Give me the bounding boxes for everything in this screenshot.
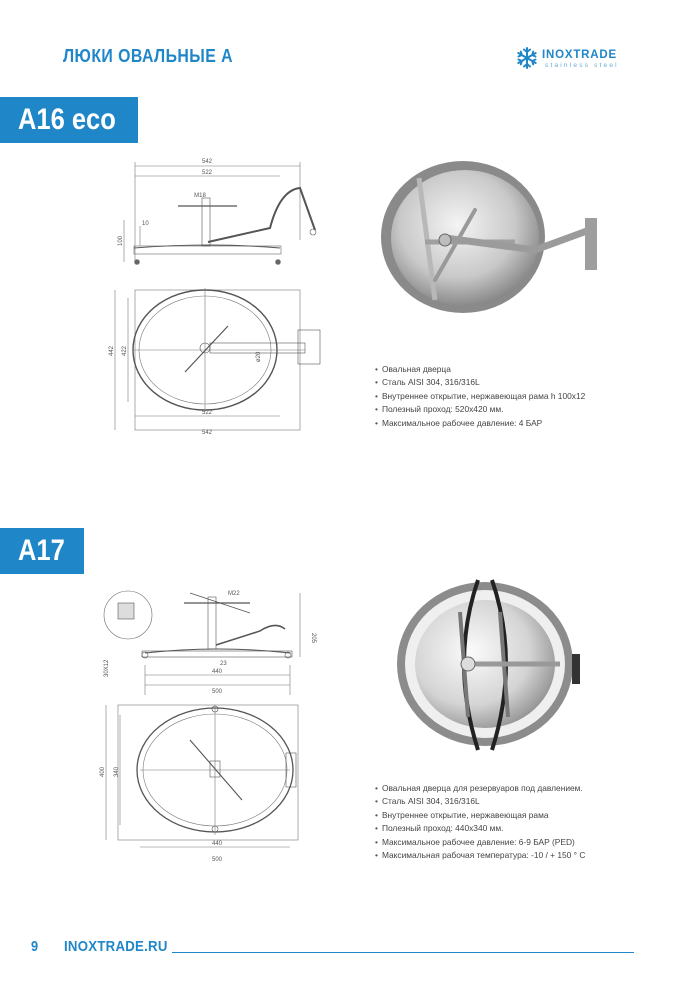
model-badge-a16 [0, 97, 138, 143]
brand-logo [515, 46, 640, 72]
spec-item: • Полезный проход: 520х420 мм. [375, 403, 585, 416]
page-title: ЛЮКИ ОВАЛЬНЫЕ А [63, 46, 233, 66]
spec-item: • Сталь AISI 304, 316/316L [375, 795, 585, 808]
technical-drawing-a17 [100, 585, 330, 870]
snowflake-logo-icon [515, 46, 539, 70]
dim-plan-outer-h: 400 [100, 766, 106, 777]
dim-plan-inner-h: 340 [114, 766, 120, 777]
dim-plan-height: 442 [109, 345, 115, 356]
dim-height: 205 [310, 633, 316, 644]
spec-item: • Максимальное рабочее давление: 6-9 БАР (PED) [375, 836, 585, 849]
technical-drawing-a16 [110, 150, 340, 440]
dim-plan-outer-w: 542 [201, 430, 213, 436]
model-name: A16 eco [18, 103, 116, 136]
spec-item: • Внутреннее открытие, нержавеющая рама h 100х12 [375, 390, 585, 403]
product-photo-a16 [375, 150, 610, 325]
dim-frame: 30X12 [104, 659, 110, 677]
dim-height: 100 [118, 235, 124, 246]
footer-divider [172, 952, 634, 953]
dim-frame-h: 10 [142, 221, 149, 227]
spec-item: • Сталь AISI 304, 316/316L [375, 376, 585, 389]
spec-item: • Внутреннее открытие, нержавеющая рама [375, 809, 585, 822]
dim-plan-inner-w: 522 [201, 410, 213, 416]
spec-item: • Полезный проход: 440х340 мм. [375, 822, 585, 835]
dim-plan-inner-h: 422 [122, 345, 128, 356]
product-photo-a17 [390, 572, 590, 757]
dim-thread: M22 [228, 591, 240, 597]
spec-list-a17 [375, 782, 585, 862]
model-name: A17 [18, 534, 65, 567]
spec-item: • Овальная дверца для резервуаров под давлением. [375, 782, 585, 795]
dim-gap: 23 [220, 661, 227, 667]
dim-top-inner: 522 [201, 170, 213, 176]
dim-thread: M18 [194, 193, 206, 199]
dim-top-outer: 542 [201, 159, 213, 165]
spec-item: • Максимальная рабочая температура: -10 / + 150 ° С [375, 849, 585, 862]
footer-website-link[interactable]: INOXTRADE.RU [64, 938, 168, 955]
dim-plan-inner-w: 440 [211, 841, 223, 847]
dim-outer-width: 500 [211, 689, 223, 695]
brand-tagline: stainless steel [545, 62, 619, 69]
spec-item: • Овальная дверца [375, 363, 585, 376]
brand-name: INOXTRADE [542, 49, 617, 61]
dim-inner-width: 440 [211, 669, 223, 675]
dim-plan-outer-w: 500 [211, 857, 223, 863]
dim-diameter: ø20 [256, 351, 262, 362]
page-number: 9 [31, 938, 39, 955]
spec-list-a16 [375, 363, 585, 430]
model-badge-a17 [0, 528, 84, 574]
spec-item: • Максимальное рабочее давление: 4 БАР [375, 417, 585, 430]
